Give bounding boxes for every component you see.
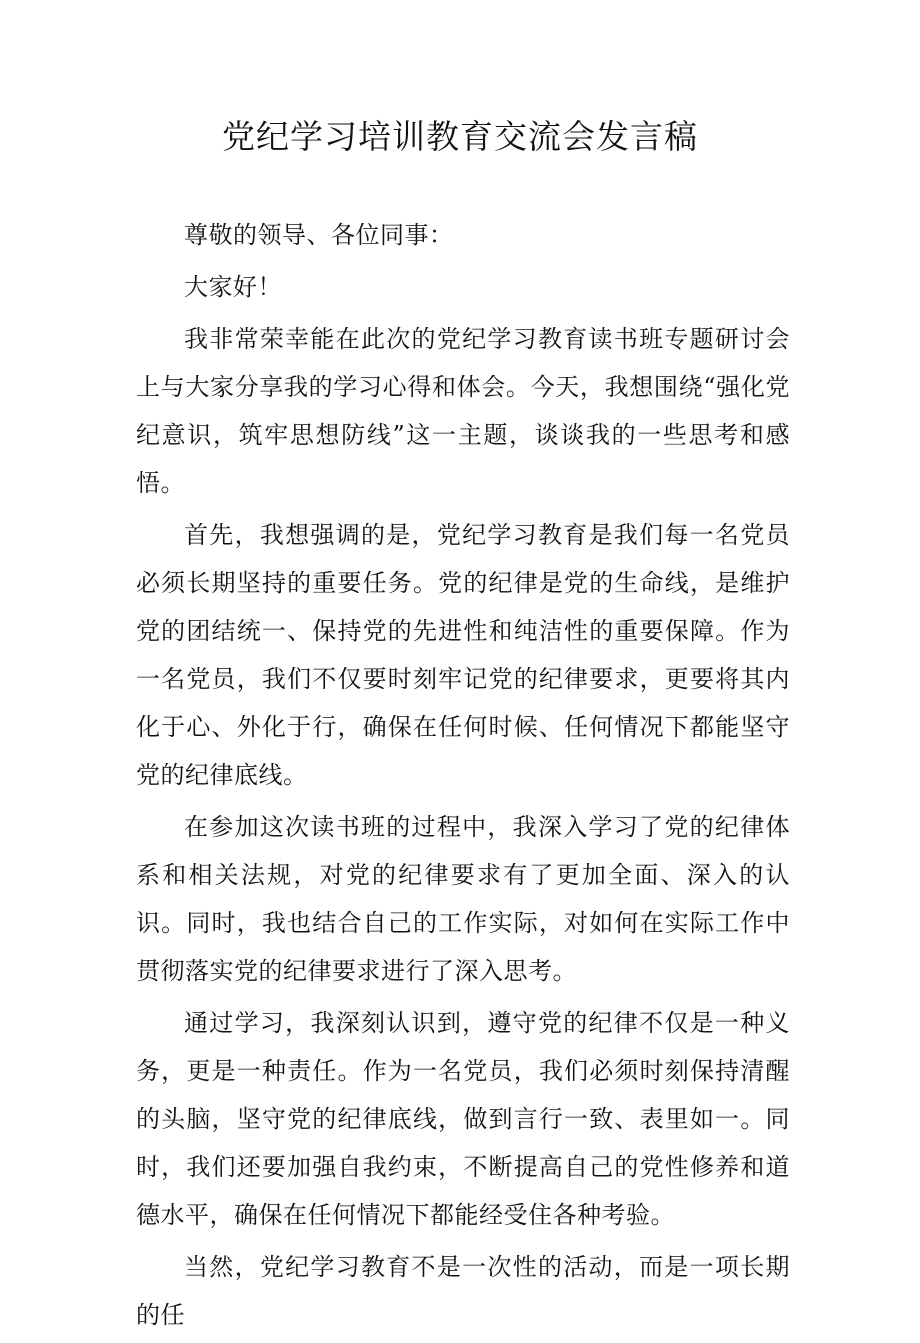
document-body (136, 211, 790, 1343)
paragraph-continuation: 当然，党纪学习教育不是一次性的活动，而是一项长期的任 (136, 1253, 790, 1329)
greeting: 大家好！ (184, 273, 282, 301)
paragraph-first-point: 首先，我想强调的是，党纪学习教育是我们每一名党员必须长期坚持的重要任务。党的纪律是党的生命线，是维护党的团结统一、保持党的先进性和纯洁性的重要保障。作为一名党员，我们不仅要时刻牢记党的纪律要求，更要将其内化于心、外化于行，确保在任何时候、任何情况下都能坚守党的纪律底线。 (136, 521, 790, 789)
paragraph-intro: 我非常荣幸能在此次的党纪学习教育读书班专题研讨会上与大家分享我的学习心得和体会。今天，我想围绕“强化党纪意识，筑牢思想防线”这一主题，谈谈我的一些思考和感悟。 (136, 325, 790, 497)
paragraph-understanding: 通过学习，我深刻认识到，遵守党的纪律不仅是一种义务，更是一种责任。作为一名党员，我们必须时刻保持清醒的头脑，坚守党的纪律底线，做到言行一致、表里如一。同时，我们还要加强自我约束，不断提高自己的党性修养和道德水平，确保在任何情况下都能经受住各种考验。 (136, 1009, 790, 1229)
paragraph-study-process: 在参加这次读书班的过程中，我深入学习了党的纪律体系和相关法规，对党的纪律要求有了更加全面、深入的认识。同时，我也结合自己的工作实际，对如何在实际工作中贯彻落实党的纪律要求进行了深入思考。 (136, 813, 790, 985)
document-title: 党纪学习培训教育交流会发言稿 (222, 117, 698, 156)
salutation: 尊敬的领导、各位同事： (184, 221, 454, 249)
